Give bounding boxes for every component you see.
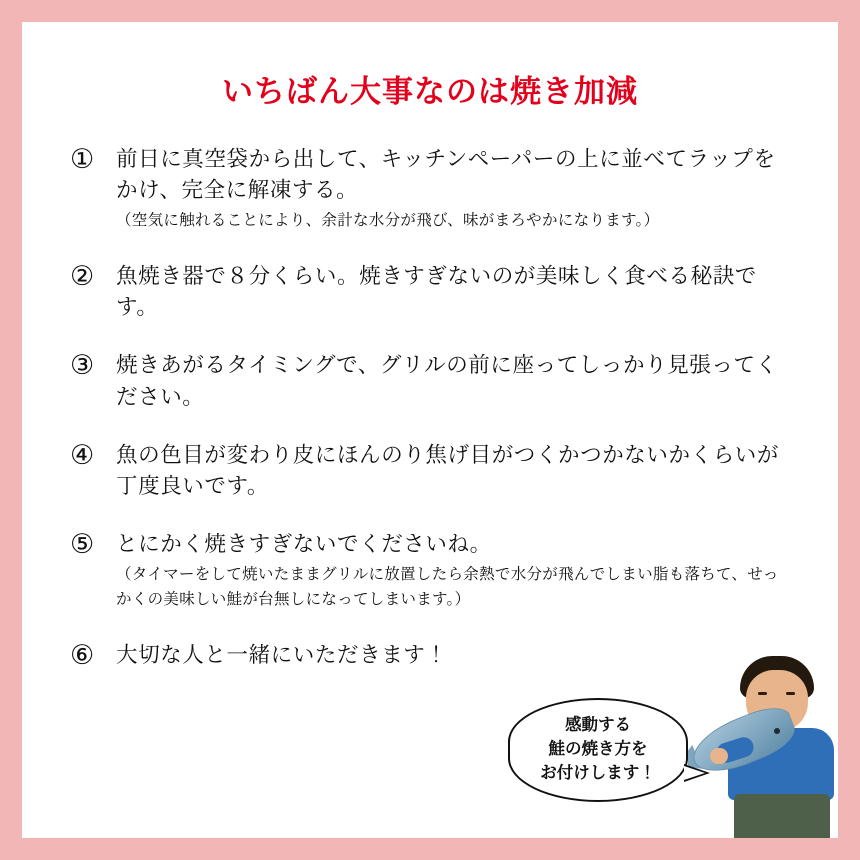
bubble-line-3: お付けします！	[540, 764, 656, 783]
list-item	[70, 143, 794, 234]
step-number: ⑥	[70, 639, 95, 671]
step-body	[116, 439, 794, 502]
list-item	[70, 439, 794, 502]
fisherman-photo	[688, 648, 838, 838]
person-eye-right	[786, 692, 795, 695]
step-main-text: 焼きあがるタイミングで、グリルの前に座ってしっかり見張ってください。	[116, 353, 778, 409]
fish-eye	[774, 728, 780, 734]
person-eye-left	[758, 692, 767, 695]
step-number: ③	[70, 350, 95, 382]
step-number: ①	[70, 144, 95, 175]
bubble-tail-inner	[684, 766, 705, 780]
step-main-text: 魚の色目が変わり皮にほんのり焦げ目がつくかつかないかくらいが丁度良いです。	[116, 442, 780, 498]
speech-bubble	[508, 698, 688, 802]
step-sub-text: （空気に触れることにより、余計な水分が飛び、味がまろやかになります。）	[116, 212, 660, 230]
step-number: ④	[70, 439, 95, 471]
person-pants	[734, 794, 830, 838]
page-title: いちばん大事なのは焼き加減	[222, 74, 638, 109]
step-main-text: 前日に真空袋から出して、キッチンペーパーの上に並べてラップをかけ、完全に解凍する。	[116, 147, 776, 203]
step-main-text: 魚焼き器で８分くらい。焼きすぎないのが美味しく食べる秘訣です。	[116, 264, 757, 320]
list-item	[70, 349, 794, 412]
person-hand	[710, 748, 728, 764]
step-body	[116, 349, 794, 412]
steps-list	[22, 143, 838, 673]
step-sub-text: （タイマーをして焼いたままグリルに放置したら余熱で水分が飛んでしまい脂も落ちて、せっかくの美味しい鮭が台無しになってしまいます。）	[116, 566, 779, 609]
list-item	[70, 528, 794, 613]
step-main-text: 大切な人と一緒にいただきます！	[116, 642, 448, 667]
list-item	[70, 260, 794, 323]
step-number: ②	[70, 261, 95, 293]
step-number: ⑤	[70, 529, 95, 561]
step-body	[116, 143, 794, 234]
step-main-text: とにかく焼きすぎないでくださいね。	[116, 532, 492, 557]
step-body	[116, 260, 794, 323]
bubble-line-2: 鮭の焼き方を	[548, 740, 648, 759]
poster-content	[22, 22, 838, 838]
bubble-line-1: 感動する	[565, 716, 631, 735]
list-item	[70, 639, 794, 673]
step-body	[116, 528, 794, 613]
